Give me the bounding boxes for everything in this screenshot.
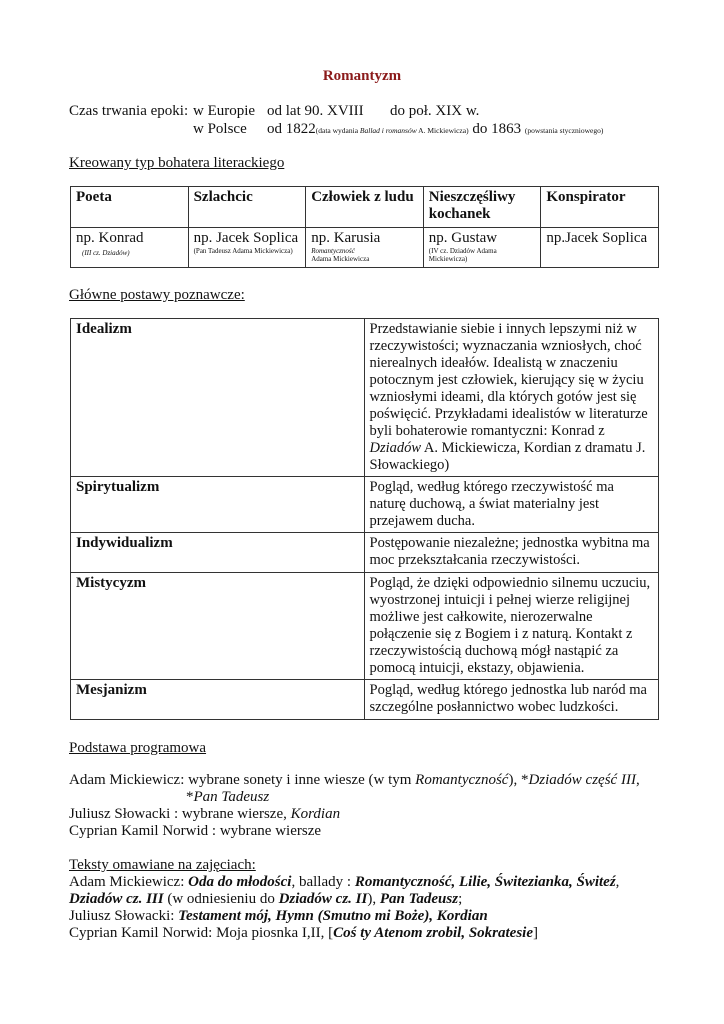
epoch-poland-from-note: (data wydania Ballad i romansów A. Mickiewicza) bbox=[315, 126, 469, 135]
heroes-header-row bbox=[71, 187, 659, 228]
attitudes-heading: Główne postawy poznawcze: bbox=[69, 287, 245, 303]
texts-heading: Teksty omawiane na zajęciach: bbox=[69, 857, 256, 873]
heroes-col-header: Poeta bbox=[71, 187, 189, 228]
attitude-term: Indywidualizm bbox=[71, 533, 365, 573]
texts-line-norwid: Cyprian Kamil Norwid: Moja piosnka I,II, [Coś ty Atenom zrobil, Sokratesie] bbox=[69, 925, 539, 941]
texts-line-dziady: Dziadów cz. III (w odniesieniu do Dziadów cz. II), Pan Tadeusz; bbox=[69, 891, 463, 907]
attitude-desc: Przedstawianie siebie i innych lepszymi niż w rzeczywistości; wyznaczania wzniosłych, choć nierealnych ideałów. Idealistą w znaczeniu potocznym jest człowiek, kierujący się w życiu wzniosłymi ideami, dla których gotów jest się poświęcić. Przykładami idealistów w literaturze byli bohaterowie romantyczni: Konrad z Dziadów A. Mickiewicza, Kordian z dramatu J. Słowackiego) bbox=[364, 319, 659, 477]
heroes-col-header: Człowiek z ludu bbox=[306, 187, 424, 228]
attitude-term: Spirytualizm bbox=[71, 477, 365, 533]
epoch-poland-to: do 1863 bbox=[472, 121, 522, 137]
epoch-label: Czas trwania epoki: bbox=[69, 103, 189, 119]
attitude-row bbox=[71, 573, 659, 680]
epoch-poland-line bbox=[267, 120, 603, 138]
attitudes-table bbox=[70, 318, 659, 720]
heroes-col-header: Szlachcic bbox=[188, 187, 306, 228]
program-line-pan-tadeusz: *Pan Tadeusz bbox=[186, 789, 270, 805]
heroes-example-cell: np. Gustaw (IV cz. Dziadów Adama Mickiewicza) bbox=[423, 228, 541, 268]
program-line-norwid: Cyprian Kamil Norwid : wybrane wiersze bbox=[69, 823, 322, 839]
heroes-col-header: Konspirator bbox=[541, 187, 659, 228]
attitude-row bbox=[71, 477, 659, 533]
epoch-europe-from: od lat 90. XVIII bbox=[267, 103, 364, 119]
page-title: Romantyzm bbox=[322, 68, 402, 84]
attitude-term: Mesjanizm bbox=[71, 680, 365, 720]
heroes-example-cell: np. Jacek Soplica (Pan Tadeusz Adama Mickiewicza) bbox=[188, 228, 306, 268]
epoch-poland-place: w Polsce bbox=[193, 121, 247, 137]
attitude-term: Idealizm bbox=[71, 319, 365, 477]
program-line-slowacki: Juliusz Słowacki : wybrane wiersze, Kordian bbox=[69, 806, 341, 822]
attitude-desc: Pogląd, że dzięki odpowiednio silnemu uczuciu, wyostrzonej intuicji i pełnej wierze religijnej możliwe jest całkowite, nierozerwalne połączenie się z Bogiem i z naturą. Kontakt z rzeczywistością duchową mógł nastąpić za pomocą intuicji, ekstazy, objawienia. bbox=[364, 573, 659, 680]
epoch-europe-to: do poł. XIX w. bbox=[390, 103, 480, 119]
attitude-desc: Pogląd, według którego jednostka lub naród ma szczególne posłannictwo wobec ludzkości. bbox=[364, 680, 659, 720]
attitude-term: Mistycyzm bbox=[71, 573, 365, 680]
heroes-example-cell: np. Konrad (III cz. Dziadów) bbox=[71, 228, 189, 268]
attitude-desc: Pogląd, według którego rzeczywistość ma naturę duchową, a świat materialny jest przejawem ducha. bbox=[364, 477, 659, 533]
epoch-poland-to-note: (powstania styczniowego) bbox=[524, 126, 604, 135]
epoch-poland-from: od 1822 bbox=[267, 121, 316, 137]
heroes-col-header: Nieszczęśliwy kochanek bbox=[423, 187, 541, 228]
texts-line-slowacki: Juliusz Słowacki: Testament mój, Hymn (Smutno mi Boże), Kordian bbox=[69, 908, 488, 924]
program-heading: Podstawa programowa bbox=[69, 740, 207, 756]
attitude-desc: Postępowanie niezależne; jednostka wybitna ma moc przekształcania rzeczywistości. bbox=[364, 533, 659, 573]
attitude-row bbox=[71, 680, 659, 720]
attitude-row bbox=[71, 319, 659, 477]
attitude-row bbox=[71, 533, 659, 573]
heroes-heading: Kreowany typ bohatera literackiego bbox=[69, 155, 285, 171]
program-line-mickiewicz: Adam Mickiewicz: wybrane sonety i inne wiesze (w tym Romantyczność), *Dziadów część III, bbox=[69, 772, 640, 788]
heroes-example-cell: np.Jacek Soplica bbox=[541, 228, 659, 268]
texts-line-mickiewicz: Adam Mickiewicz: Oda do młodości, ballady : Romantyczność, Lilie, Świtezianka, Świteź, bbox=[69, 874, 620, 890]
epoch-europe-place: w Europie bbox=[193, 103, 256, 119]
heroes-table bbox=[70, 186, 659, 268]
heroes-example-cell: np. Karusia Romantyczność Adama Mickiewicza bbox=[306, 228, 424, 268]
heroes-example-row bbox=[71, 228, 659, 268]
